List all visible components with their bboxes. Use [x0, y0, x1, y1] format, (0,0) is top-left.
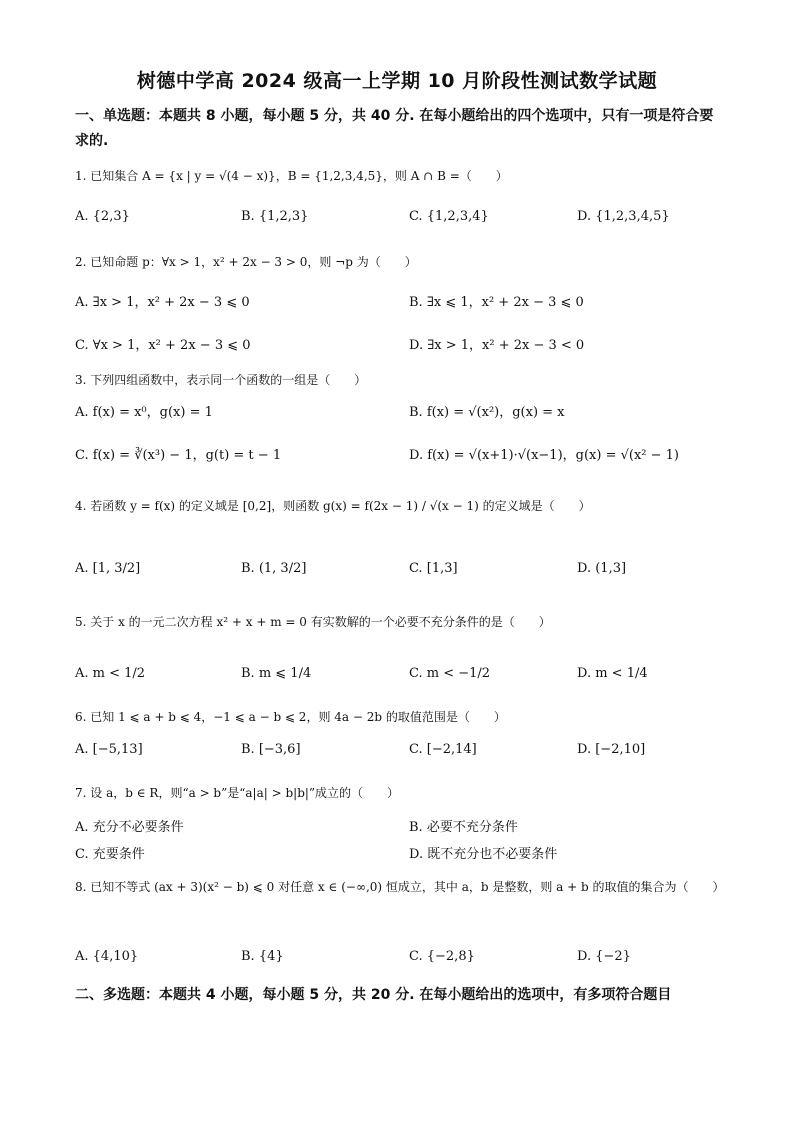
question-2-option-b: B. ∃x ⩽ 1，x² + 2x − 3 ⩽ 0 [409, 295, 584, 310]
section-2-heading: 二、多选题：本题共 4 小题，每小题 5 分，共 20 分. 在每小题给出的选项中，有多项符合题目 [75, 987, 672, 1003]
question-6-option-c: C. [−2,14] [409, 742, 477, 757]
question-4-option-c: C. [1,3] [409, 561, 458, 576]
question-1-option-a: A. {2,3} [75, 209, 130, 224]
question-3-option-c: C. f(x) = ∛(x³) − 1，g(t) = t − 1 [75, 448, 282, 463]
question-1-option-d: D. {1,2,3,4,5} [577, 209, 670, 224]
question-5-option-b: B. m ⩽ 1/4 [241, 666, 312, 681]
question-8-option-c: C. {−2,8} [409, 949, 475, 964]
question-1-option-b: B. {1,2,3} [241, 209, 309, 224]
question-7-stem: 7. 设 a，b ∈ R，则“a > b”是“a|a| > b|b|”成立的（ ） [75, 786, 400, 800]
question-1-option-c: C. {1,2,3,4} [409, 209, 489, 224]
question-6-option-d: D. [−2,10] [577, 742, 646, 757]
question-2-option-a: A. ∃x > 1，x² + 2x − 3 ⩽ 0 [75, 295, 250, 310]
question-8-stem: 8. 已知不等式 (ax + 3)(x² − b) ⩽ 0 对任意 x ∈ (−∞,0) 恒成立，其中 a，b 是整数，则 a + b 的取值的集合为（ ） [75, 880, 725, 894]
question-5-stem: 5. 关于 x 的一元二次方程 x² + x + m = 0 有实数解的一个必要不充分条件的是（ ） [75, 615, 551, 629]
question-3-option-b: B. f(x) = √(x²)，g(x) = x [409, 405, 565, 420]
question-1-stem: 1. 已知集合 A = {x | y = √(4 − x)}，B = {1,2,3,4,5}，则 A ∩ B =（ ） [75, 169, 508, 183]
question-5-option-a: A. m < 1/2 [75, 666, 146, 681]
question-2-option-d: D. ∃x > 1，x² + 2x − 3 < 0 [409, 338, 585, 353]
question-8-option-a: A. {4,10} [75, 949, 139, 964]
question-4-option-a: A. [1, 3/2] [75, 561, 141, 576]
question-6-option-a: A. [−5,13] [75, 742, 143, 757]
question-6-option-b: B. [−3,6] [241, 742, 301, 757]
question-7-option-d: D. 既不充分也不必要条件 [409, 847, 558, 862]
question-3-stem: 3. 下列四组函数中，表示同一个函数的一组是（ ） [75, 373, 367, 387]
question-8-option-b: B. {4} [241, 949, 284, 964]
question-6-stem: 6. 已知 1 ⩽ a + b ⩽ 4，−1 ⩽ a − b ⩽ 2，则 4a − 2b 的取值范围是（ ） [75, 710, 506, 724]
question-7-option-a: A. 充分不必要条件 [75, 820, 184, 835]
page-title: 树德中学高 2024 级高一上学期 10 月阶段性测试数学试题 [136, 70, 658, 92]
question-3-option-a: A. f(x) = x⁰，g(x) = 1 [75, 405, 213, 420]
question-4-stem: 4. 若函数 y = f(x) 的定义域是 [0,2]，则函数 g(x) = f(2x − 1) / √(x − 1) 的定义域是（ ） [75, 499, 591, 513]
question-5-option-c: C. m < −1/2 [409, 666, 491, 681]
question-8-option-d: D. {−2} [577, 949, 631, 964]
question-7-option-b: B. 必要不充分条件 [409, 820, 518, 835]
question-5-option-d: D. m < 1/4 [577, 666, 648, 681]
section-1-heading: 一、单选题：本题共 8 小题，每小题 5 分，共 40 分. 在每小题给出的四个选项中，只有一项是符合要求的. [75, 108, 714, 149]
question-2-stem: 2. 已知命题 p：∀x > 1，x² + 2x − 3 > 0，则 ¬p 为（ ） [75, 255, 417, 269]
question-7-option-c: C. 充要条件 [75, 847, 145, 862]
question-2-option-c: C. ∀x > 1，x² + 2x − 3 ⩽ 0 [75, 338, 251, 353]
question-4-option-d: D. (1,3] [577, 561, 627, 576]
question-4-option-b: B. (1, 3/2] [241, 561, 307, 576]
question-3-option-d: D. f(x) = √(x+1)·√(x−1)，g(x) = √(x² − 1) [409, 448, 679, 463]
